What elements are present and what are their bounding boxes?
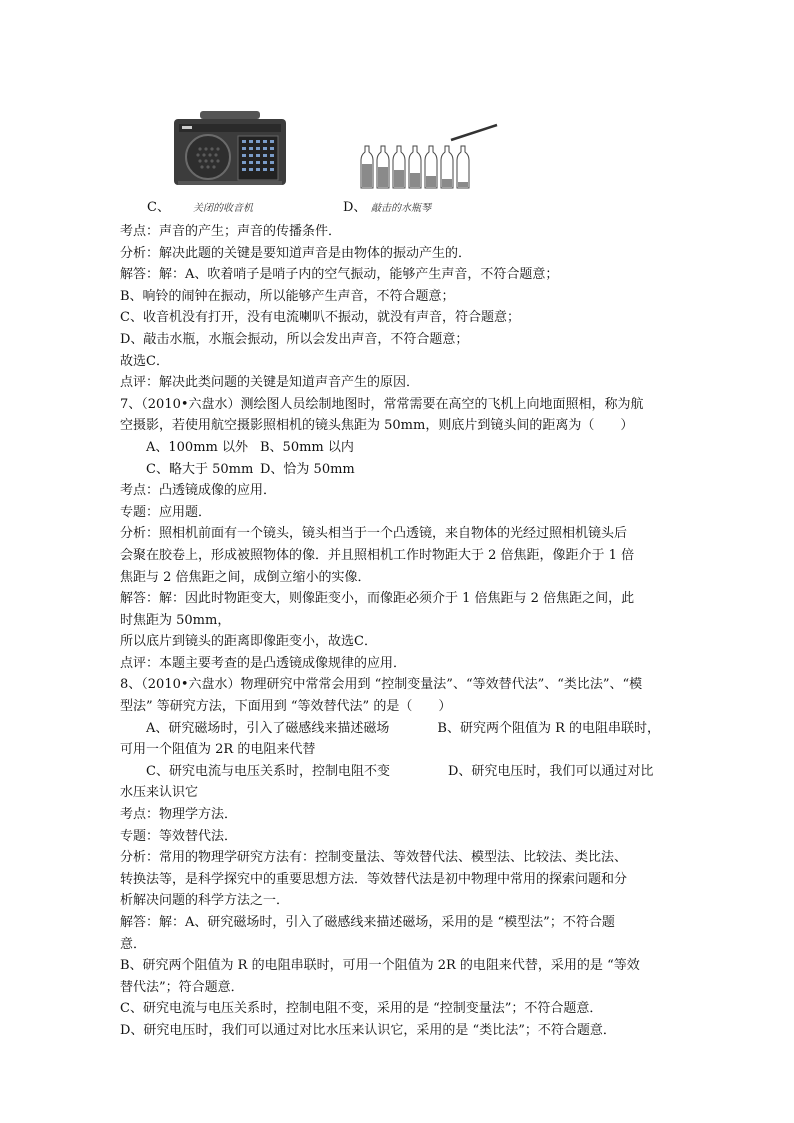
q7-jieda-line: 所以底片到镜头的距离即像距变小，故选C．: [120, 634, 377, 650]
q8-fenxi-line: 转换法等，是科学探究中的重要思想方法．等效替代法是初中物理中常用的探索问题和分: [120, 871, 628, 887]
q8-jieda-line: 替代法”；符合题意．: [120, 979, 244, 995]
q7-option-d: D、恰为 50mm: [260, 461, 355, 477]
q8-option-b-part2: 可用一个阻值为 2R 的电阻来代替: [120, 742, 316, 758]
q8-kaodian: 考点：物理学方法．: [120, 807, 238, 823]
q8-zhuanti: 专题：等效替代法．: [120, 828, 238, 844]
water-bottles-illustration: [355, 122, 505, 192]
q8-jieda-line: 解答：解：A、研究磁场时，引入了磁感线来描述磁场，采用的是 “模型法”；不符合题: [120, 915, 615, 930]
q7-zhuanti: 专题：应用题．: [120, 504, 212, 520]
q8-jieda-line: D、研究电压时，我们可以通过对比水压来认识它，采用的是 “类比法”；不符合题意．: [120, 1022, 616, 1038]
q7-fenxi-line: 分析：照相机前面有一个镜头，镜头相当于一个凸透镜，来自物体的光经过照相机镜头后: [120, 526, 628, 542]
document-text: [120, 221, 690, 1042]
option-d-caption: 敲击的水瓶琴: [371, 203, 431, 214]
q8-question-line: 8、（2010•六盘水）物理研究中常常会用到 “控制变量法”、“等效替代法”、“类比法”、“模: [120, 677, 643, 693]
radio-illustration: [170, 109, 290, 189]
q8-options-ab: [120, 718, 690, 740]
q7-question-line: 7、（2010•六盘水）测绘图人员绘制地图时，常常需要在高空的飞机上向地面照相，称为航: [120, 396, 644, 412]
q8-option-d-part1: D、研究电压时，我们可以通过对比: [447, 763, 654, 779]
q7-options-row: [120, 459, 690, 481]
q6-kaodian: 考点：声音的产生；声音的传播条件．: [120, 224, 342, 239]
q7-dianping: 点评：本题主要考查的是凸透镜成像规律的应用．: [120, 655, 407, 671]
q7-jieda-line: 解答：解：因此时物距变大，则像距变小，而像距必须介于 1 倍焦距与 2 倍焦距之间，此: [120, 591, 635, 607]
q7-option-b: B、50mm 以内: [260, 439, 354, 455]
q6-jieda-line: B、响铃的闹钟在振动，所以能够产生声音，不符合题意；: [120, 288, 455, 304]
q7-options-row: [120, 437, 690, 459]
q8-jieda-line: C、研究电流与电压关系时，控制电阻不变，采用的是 “控制变量法”；不符合题意．: [120, 1001, 603, 1017]
q6-jieda-line: D、敲击水瓶，水瓶会振动，所以会发出声音，不符合题意；: [120, 331, 469, 347]
q7-question-line: 空摄影，若使用航空摄影照相机的镜头焦距为 50mm，则底片到镜头间的距离为（ ）: [120, 418, 634, 434]
q7-option-a: A、100mm 以外: [146, 439, 248, 455]
q7-fenxi-line: 会聚在胶卷上，形成被照物体的像．并且照相机工作时物距大于 2 倍焦距，像距介于 1 倍: [120, 547, 635, 563]
q7-option-c: C、略大于 50mm: [146, 461, 254, 477]
q6-jieda-line: 解答：解：A、吹着哨子是哨子内的空气振动，能够产生声音，不符合题意；: [120, 267, 559, 283]
q6-fenxi: 分析：解决此题的关键是要知道声音是由物体的振动产生的．: [120, 245, 472, 261]
q8-option-d-part2: 水压来认识它: [120, 785, 199, 801]
q8-fenxi-line: 分析：常用的物理学研究方法有：控制变量法、等效替代法、模型法、比较法、类比法、: [120, 850, 628, 866]
striking-stick: [451, 125, 497, 140]
q6-answer: 故选C．: [120, 353, 169, 369]
option-d-label: D、: [343, 200, 367, 215]
q8-fenxi-line: 析解决问题的科学方法之一．: [120, 893, 290, 909]
q8-option-c: C、研究电流与电压关系时，控制电阻不变: [146, 763, 390, 779]
q8-option-a: A、研究磁场时，引入了磁感线来描述磁场: [146, 720, 390, 736]
q8-question-line: 型法” 等研究方法，下面用到 “等效替代法” 的是（ ）: [120, 699, 452, 715]
q7-fenxi-line: 焦距与 2 倍焦距之间，成倒立缩小的实像．: [120, 569, 371, 585]
q8-options-cd: [120, 761, 690, 783]
radio-handle: [200, 111, 260, 119]
radio-speaker: [186, 135, 230, 179]
q7-kaodian: 考点：凸透镜成像的应用．: [120, 483, 277, 499]
q6-dianping: 点评：解决此类问题的关键是知道声音产生的原因．: [120, 375, 420, 391]
q8-jieda-line: 意．: [120, 936, 147, 952]
option-c-caption: 关闭的收音机: [193, 203, 253, 214]
q8-jieda-line: B、研究两个阻值为 R 的电阻串联时，可用一个阻值为 2R 的电阻来代替，采用的是 “等效: [120, 958, 640, 974]
q8-option-b-part1: B、研究两个阻值为 R 的电阻串联时，: [437, 720, 660, 736]
q6-jieda-line: C、收音机没有打开，没有电流喇叭不振动，就没有声音，符合题意；: [120, 310, 520, 326]
q7-jieda-line: 时焦距为 50mm，: [120, 612, 231, 628]
option-c-label: C、: [147, 200, 170, 215]
